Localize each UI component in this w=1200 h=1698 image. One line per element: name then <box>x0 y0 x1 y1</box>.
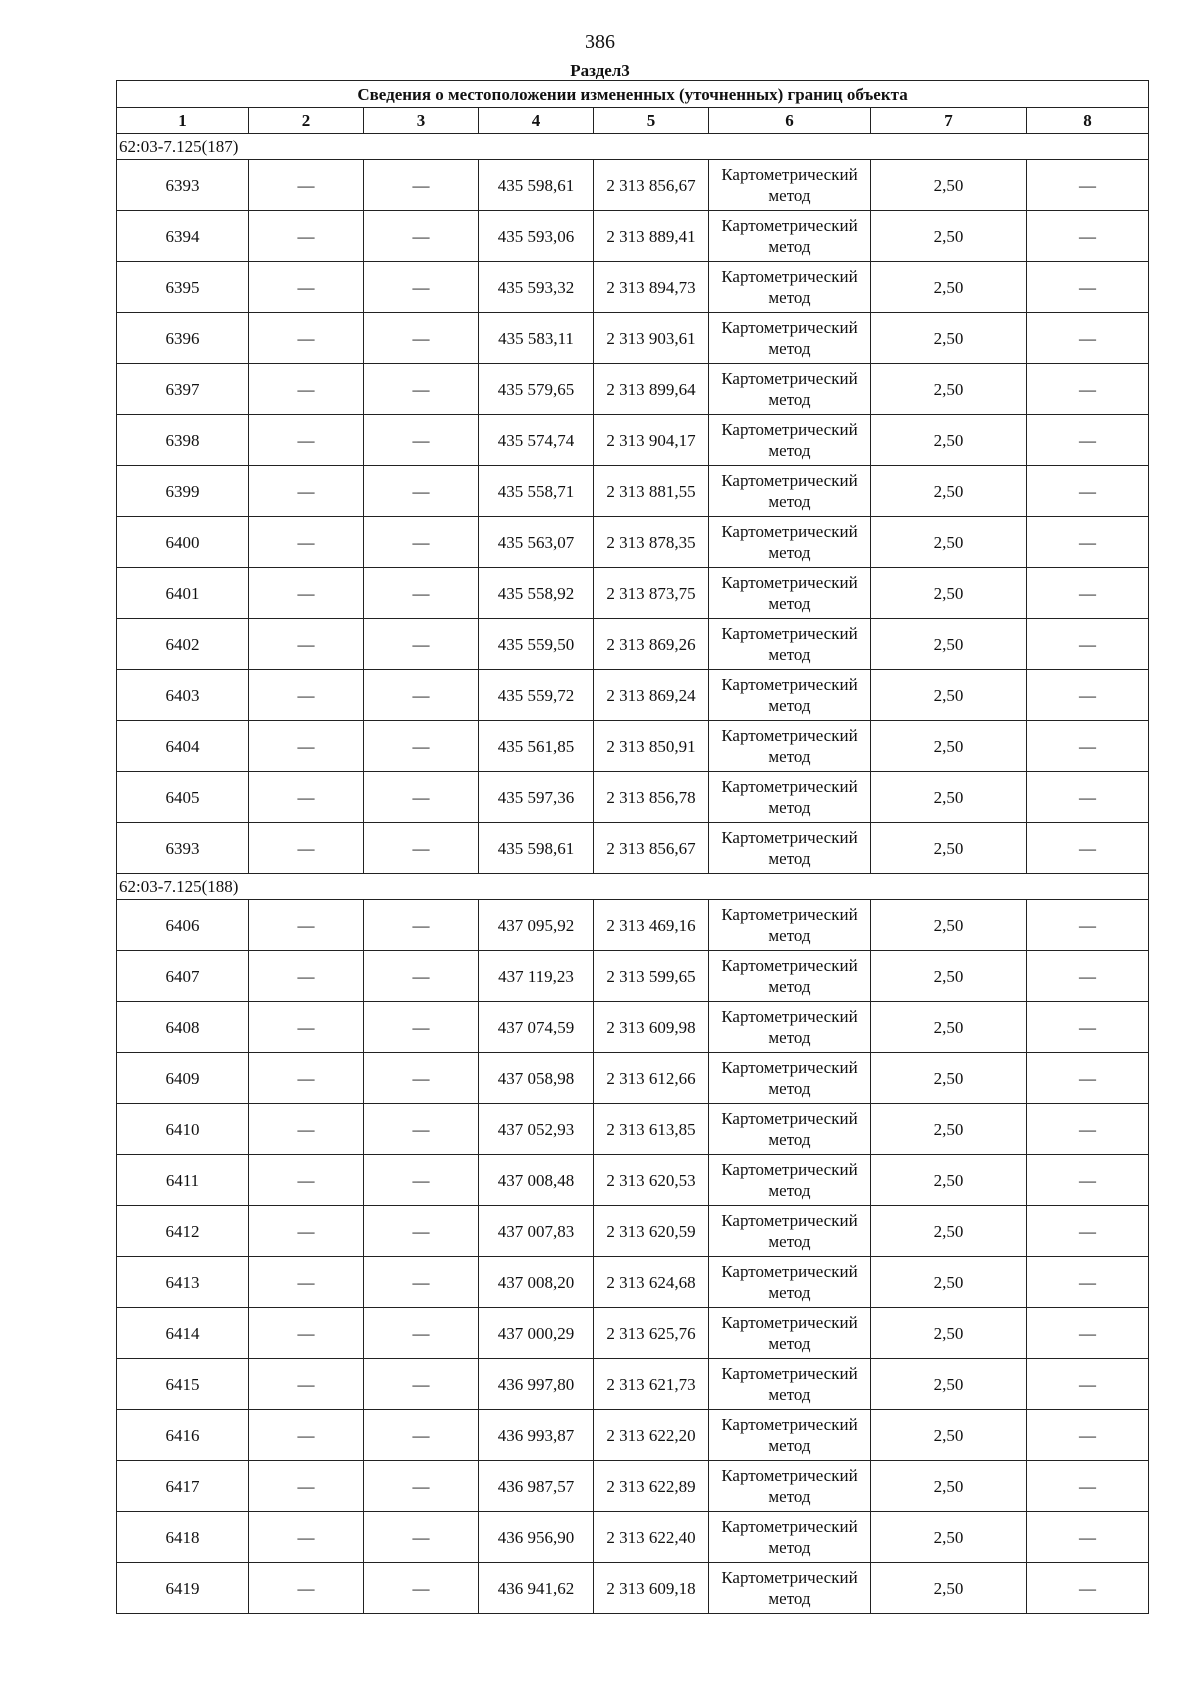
cell-col-3: — <box>364 1461 479 1512</box>
table-row <box>117 568 1149 619</box>
cell-col-8: — <box>1027 211 1149 262</box>
cell-col-2: — <box>249 262 364 313</box>
cell-col-5: 2 313 622,89 <box>594 1461 709 1512</box>
cell-col-6: Картометрический метод <box>709 415 871 466</box>
page-number: 386 <box>585 31 615 53</box>
cell-col-7: 2,50 <box>871 415 1027 466</box>
cell-col-7: 2,50 <box>871 364 1027 415</box>
cell-col-3: — <box>364 517 479 568</box>
cell-col-6: Картометрический метод <box>709 951 871 1002</box>
cell-col-5: 2 313 609,98 <box>594 1002 709 1053</box>
cell-col-1: 6411 <box>117 1155 249 1206</box>
cell-col-3: — <box>364 670 479 721</box>
cell-col-8: — <box>1027 900 1149 951</box>
cell-col-4: 435 583,11 <box>479 313 594 364</box>
group-label: 62:03-7.125(187) <box>117 134 1149 160</box>
group-row <box>117 874 1149 900</box>
cell-col-1: 6410 <box>117 1104 249 1155</box>
column-number: 3 <box>364 108 479 134</box>
cell-col-4: 436 993,87 <box>479 1410 594 1461</box>
cell-col-8: — <box>1027 721 1149 772</box>
cell-col-1: 6412 <box>117 1206 249 1257</box>
table-row <box>117 772 1149 823</box>
cell-col-2: — <box>249 568 364 619</box>
cell-col-2: — <box>249 772 364 823</box>
cell-col-3: — <box>364 1410 479 1461</box>
cell-col-6: Картометрический метод <box>709 619 871 670</box>
cell-col-1: 6395 <box>117 262 249 313</box>
cell-col-5: 2 313 856,67 <box>594 160 709 211</box>
cell-col-5: 2 313 621,73 <box>594 1359 709 1410</box>
cell-col-7: 2,50 <box>871 900 1027 951</box>
cell-col-4: 437 074,59 <box>479 1002 594 1053</box>
cell-col-2: — <box>249 900 364 951</box>
cell-col-2: — <box>249 364 364 415</box>
cell-col-4: 435 561,85 <box>479 721 594 772</box>
cell-col-6: Картометрический метод <box>709 772 871 823</box>
cell-col-2: — <box>249 160 364 211</box>
cell-col-8: — <box>1027 1410 1149 1461</box>
group-label: 62:03-7.125(188) <box>117 874 1149 900</box>
section-title: Раздел3 <box>570 61 630 80</box>
cell-col-6: Картометрический метод <box>709 364 871 415</box>
cell-col-7: 2,50 <box>871 1104 1027 1155</box>
cell-col-8: — <box>1027 1461 1149 1512</box>
cell-col-5: 2 313 625,76 <box>594 1308 709 1359</box>
cell-col-8: — <box>1027 1053 1149 1104</box>
cell-col-3: — <box>364 900 479 951</box>
column-number: 2 <box>249 108 364 134</box>
cell-col-5: 2 313 620,59 <box>594 1206 709 1257</box>
cell-col-3: — <box>364 823 479 874</box>
column-number: 4 <box>479 108 594 134</box>
table-row <box>117 1206 1149 1257</box>
cell-col-3: — <box>364 1359 479 1410</box>
cell-col-1: 6413 <box>117 1257 249 1308</box>
cell-col-1: 6418 <box>117 1512 249 1563</box>
cell-col-4: 436 987,57 <box>479 1461 594 1512</box>
table-body <box>117 134 1149 1614</box>
cell-col-6: Картометрический метод <box>709 823 871 874</box>
table-row <box>117 1410 1149 1461</box>
cell-col-6: Картометрический метод <box>709 568 871 619</box>
cell-col-5: 2 313 869,26 <box>594 619 709 670</box>
cell-col-4: 437 007,83 <box>479 1206 594 1257</box>
cell-col-4: 435 598,61 <box>479 823 594 874</box>
cell-col-4: 437 119,23 <box>479 951 594 1002</box>
cell-col-7: 2,50 <box>871 211 1027 262</box>
cell-col-7: 2,50 <box>871 619 1027 670</box>
cell-col-5: 2 313 856,67 <box>594 823 709 874</box>
cell-col-2: — <box>249 823 364 874</box>
cell-col-1: 6397 <box>117 364 249 415</box>
cell-col-1: 6408 <box>117 1002 249 1053</box>
cell-col-2: — <box>249 1002 364 1053</box>
cell-col-7: 2,50 <box>871 466 1027 517</box>
cell-col-2: — <box>249 1563 364 1614</box>
cell-col-2: — <box>249 951 364 1002</box>
table-row <box>117 900 1149 951</box>
cell-col-4: 435 558,92 <box>479 568 594 619</box>
cell-col-7: 2,50 <box>871 721 1027 772</box>
cell-col-1: 6404 <box>117 721 249 772</box>
cell-col-3: — <box>364 1002 479 1053</box>
column-number: 8 <box>1027 108 1149 134</box>
cell-col-8: — <box>1027 364 1149 415</box>
cell-col-8: — <box>1027 262 1149 313</box>
cell-col-7: 2,50 <box>871 160 1027 211</box>
cell-col-7: 2,50 <box>871 1410 1027 1461</box>
cell-col-1: 6406 <box>117 900 249 951</box>
cell-col-8: — <box>1027 1512 1149 1563</box>
column-number: 7 <box>871 108 1027 134</box>
cell-col-1: 6416 <box>117 1410 249 1461</box>
table-row <box>117 951 1149 1002</box>
cell-col-1: 6394 <box>117 211 249 262</box>
cell-col-2: — <box>249 466 364 517</box>
cell-col-2: — <box>249 1512 364 1563</box>
cell-col-6: Картометрический метод <box>709 313 871 364</box>
cell-col-1: 6393 <box>117 823 249 874</box>
cell-col-8: — <box>1027 619 1149 670</box>
cell-col-8: — <box>1027 1155 1149 1206</box>
cell-col-1: 6405 <box>117 772 249 823</box>
cell-col-4: 437 000,29 <box>479 1308 594 1359</box>
cell-col-8: — <box>1027 160 1149 211</box>
table-row <box>117 415 1149 466</box>
cell-col-8: — <box>1027 1104 1149 1155</box>
table-row <box>117 211 1149 262</box>
cell-col-4: 435 574,74 <box>479 415 594 466</box>
table-row <box>117 1155 1149 1206</box>
cell-col-3: — <box>364 415 479 466</box>
cell-col-8: — <box>1027 670 1149 721</box>
cell-col-4: 436 941,62 <box>479 1563 594 1614</box>
cell-col-1: 6414 <box>117 1308 249 1359</box>
cell-col-5: 2 313 873,75 <box>594 568 709 619</box>
cell-col-4: 437 095,92 <box>479 900 594 951</box>
cell-col-3: — <box>364 1257 479 1308</box>
cell-col-7: 2,50 <box>871 1563 1027 1614</box>
table-row <box>117 619 1149 670</box>
cell-col-4: 435 579,65 <box>479 364 594 415</box>
cell-col-7: 2,50 <box>871 1359 1027 1410</box>
cell-col-2: — <box>249 313 364 364</box>
table-row <box>117 364 1149 415</box>
cell-col-5: 2 313 904,17 <box>594 415 709 466</box>
cell-col-5: 2 313 894,73 <box>594 262 709 313</box>
cell-col-2: — <box>249 415 364 466</box>
cell-col-5: 2 313 869,24 <box>594 670 709 721</box>
table-row <box>117 313 1149 364</box>
cell-col-5: 2 313 599,65 <box>594 951 709 1002</box>
cell-col-4: 435 593,06 <box>479 211 594 262</box>
cell-col-2: — <box>249 1104 364 1155</box>
table-row <box>117 1461 1149 1512</box>
cell-col-6: Картометрический метод <box>709 466 871 517</box>
cell-col-2: — <box>249 1308 364 1359</box>
cell-col-8: — <box>1027 517 1149 568</box>
cell-col-1: 6399 <box>117 466 249 517</box>
cell-col-1: 6400 <box>117 517 249 568</box>
cell-col-7: 2,50 <box>871 670 1027 721</box>
cell-col-8: — <box>1027 1257 1149 1308</box>
cell-col-2: — <box>249 619 364 670</box>
cell-col-3: — <box>364 1512 479 1563</box>
cell-col-2: — <box>249 1461 364 1512</box>
cell-col-2: — <box>249 1155 364 1206</box>
cell-col-3: — <box>364 619 479 670</box>
cell-col-4: 437 052,93 <box>479 1104 594 1155</box>
cell-col-4: 437 008,48 <box>479 1155 594 1206</box>
cell-col-2: — <box>249 1206 364 1257</box>
table-row <box>117 1002 1149 1053</box>
cell-col-2: — <box>249 1053 364 1104</box>
cell-col-3: — <box>364 951 479 1002</box>
cell-col-6: Картометрический метод <box>709 670 871 721</box>
cell-col-5: 2 313 889,41 <box>594 211 709 262</box>
cell-col-8: — <box>1027 1563 1149 1614</box>
cell-col-3: — <box>364 1563 479 1614</box>
cell-col-1: 6401 <box>117 568 249 619</box>
cell-col-1: 6398 <box>117 415 249 466</box>
cell-col-7: 2,50 <box>871 1206 1027 1257</box>
cell-col-5: 2 313 899,64 <box>594 364 709 415</box>
cell-col-7: 2,50 <box>871 1002 1027 1053</box>
cell-col-5: 2 313 469,16 <box>594 900 709 951</box>
table-row <box>117 823 1149 874</box>
cell-col-5: 2 313 624,68 <box>594 1257 709 1308</box>
cell-col-1: 6407 <box>117 951 249 1002</box>
cell-col-6: Картометрический метод <box>709 1053 871 1104</box>
cell-col-4: 435 558,71 <box>479 466 594 517</box>
table-title: Сведения о местоположении измененных (уточненных) границ объекта <box>117 81 1149 108</box>
cell-col-3: — <box>364 1206 479 1257</box>
cell-col-6: Картометрический метод <box>709 1104 871 1155</box>
cell-col-5: 2 313 620,53 <box>594 1155 709 1206</box>
cell-col-1: 6419 <box>117 1563 249 1614</box>
cell-col-7: 2,50 <box>871 568 1027 619</box>
table-row <box>117 670 1149 721</box>
cell-col-6: Картометрический метод <box>709 1257 871 1308</box>
cell-col-5: 2 313 609,18 <box>594 1563 709 1614</box>
cell-col-8: — <box>1027 1002 1149 1053</box>
cell-col-5: 2 313 612,66 <box>594 1053 709 1104</box>
cell-col-4: 435 597,36 <box>479 772 594 823</box>
table-row <box>117 262 1149 313</box>
table-row <box>117 466 1149 517</box>
column-number-row <box>117 108 1149 134</box>
cell-col-7: 2,50 <box>871 1257 1027 1308</box>
cell-col-8: — <box>1027 568 1149 619</box>
table-row <box>117 1308 1149 1359</box>
table-row <box>117 1053 1149 1104</box>
cell-col-5: 2 313 850,91 <box>594 721 709 772</box>
group-row <box>117 134 1149 160</box>
cell-col-8: — <box>1027 1359 1149 1410</box>
cell-col-6: Картометрический метод <box>709 1359 871 1410</box>
cell-col-4: 437 058,98 <box>479 1053 594 1104</box>
cell-col-6: Картометрический метод <box>709 211 871 262</box>
cell-col-1: 6417 <box>117 1461 249 1512</box>
cell-col-2: — <box>249 1257 364 1308</box>
cell-col-1: 6396 <box>117 313 249 364</box>
table-row <box>117 1257 1149 1308</box>
table-row <box>117 160 1149 211</box>
cell-col-7: 2,50 <box>871 1155 1027 1206</box>
coordinates-table <box>116 80 1149 1614</box>
cell-col-2: — <box>249 517 364 568</box>
cell-col-7: 2,50 <box>871 951 1027 1002</box>
cell-col-3: — <box>364 1155 479 1206</box>
cell-col-8: — <box>1027 1308 1149 1359</box>
cell-col-3: — <box>364 1053 479 1104</box>
cell-col-7: 2,50 <box>871 1308 1027 1359</box>
cell-col-4: 435 593,32 <box>479 262 594 313</box>
cell-col-6: Картометрический метод <box>709 721 871 772</box>
cell-col-6: Картометрический метод <box>709 900 871 951</box>
cell-col-4: 435 559,50 <box>479 619 594 670</box>
cell-col-3: — <box>364 262 479 313</box>
cell-col-7: 2,50 <box>871 1461 1027 1512</box>
cell-col-3: — <box>364 1308 479 1359</box>
cell-col-8: — <box>1027 466 1149 517</box>
cell-col-4: 436 956,90 <box>479 1512 594 1563</box>
table-row <box>117 1512 1149 1563</box>
cell-col-2: — <box>249 211 364 262</box>
cell-col-7: 2,50 <box>871 1512 1027 1563</box>
cell-col-3: — <box>364 466 479 517</box>
cell-col-3: — <box>364 313 479 364</box>
column-number: 1 <box>117 108 249 134</box>
cell-col-3: — <box>364 772 479 823</box>
cell-col-8: — <box>1027 772 1149 823</box>
cell-col-8: — <box>1027 1206 1149 1257</box>
cell-col-3: — <box>364 160 479 211</box>
cell-col-4: 435 598,61 <box>479 160 594 211</box>
cell-col-6: Картометрический метод <box>709 1512 871 1563</box>
table-row <box>117 1563 1149 1614</box>
cell-col-5: 2 313 881,55 <box>594 466 709 517</box>
cell-col-5: 2 313 622,40 <box>594 1512 709 1563</box>
cell-col-6: Картометрический метод <box>709 1308 871 1359</box>
cell-col-7: 2,50 <box>871 823 1027 874</box>
cell-col-8: — <box>1027 313 1149 364</box>
cell-col-7: 2,50 <box>871 313 1027 364</box>
cell-col-3: — <box>364 721 479 772</box>
cell-col-1: 6415 <box>117 1359 249 1410</box>
cell-col-4: 436 997,80 <box>479 1359 594 1410</box>
cell-col-3: — <box>364 211 479 262</box>
column-number: 5 <box>594 108 709 134</box>
cell-col-8: — <box>1027 951 1149 1002</box>
cell-col-3: — <box>364 1104 479 1155</box>
cell-col-8: — <box>1027 823 1149 874</box>
cell-col-6: Картометрический метод <box>709 1410 871 1461</box>
cell-col-1: 6409 <box>117 1053 249 1104</box>
cell-col-2: — <box>249 721 364 772</box>
cell-col-5: 2 313 878,35 <box>594 517 709 568</box>
cell-col-4: 435 563,07 <box>479 517 594 568</box>
cell-col-7: 2,50 <box>871 517 1027 568</box>
cell-col-3: — <box>364 568 479 619</box>
cell-col-6: Картометрический метод <box>709 517 871 568</box>
cell-col-6: Картометрический метод <box>709 1002 871 1053</box>
cell-col-5: 2 313 903,61 <box>594 313 709 364</box>
cell-col-1: 6393 <box>117 160 249 211</box>
cell-col-6: Картометрический метод <box>709 262 871 313</box>
cell-col-3: — <box>364 364 479 415</box>
cell-col-6: Картометрический метод <box>709 160 871 211</box>
cell-col-7: 2,50 <box>871 262 1027 313</box>
cell-col-2: — <box>249 1359 364 1410</box>
cell-col-6: Картометрический метод <box>709 1563 871 1614</box>
cell-col-6: Картометрический метод <box>709 1461 871 1512</box>
table-row <box>117 1359 1149 1410</box>
cell-col-6: Картометрический метод <box>709 1155 871 1206</box>
cell-col-5: 2 313 856,78 <box>594 772 709 823</box>
cell-col-4: 435 559,72 <box>479 670 594 721</box>
cell-col-1: 6403 <box>117 670 249 721</box>
cell-col-5: 2 313 613,85 <box>594 1104 709 1155</box>
table-row <box>117 517 1149 568</box>
cell-col-5: 2 313 622,20 <box>594 1410 709 1461</box>
cell-col-2: — <box>249 670 364 721</box>
cell-col-6: Картометрический метод <box>709 1206 871 1257</box>
cell-col-1: 6402 <box>117 619 249 670</box>
cell-col-4: 437 008,20 <box>479 1257 594 1308</box>
column-number: 6 <box>709 108 871 134</box>
table-row <box>117 1104 1149 1155</box>
cell-col-7: 2,50 <box>871 772 1027 823</box>
table-row <box>117 721 1149 772</box>
cell-col-7: 2,50 <box>871 1053 1027 1104</box>
cell-col-2: — <box>249 1410 364 1461</box>
cell-col-8: — <box>1027 415 1149 466</box>
